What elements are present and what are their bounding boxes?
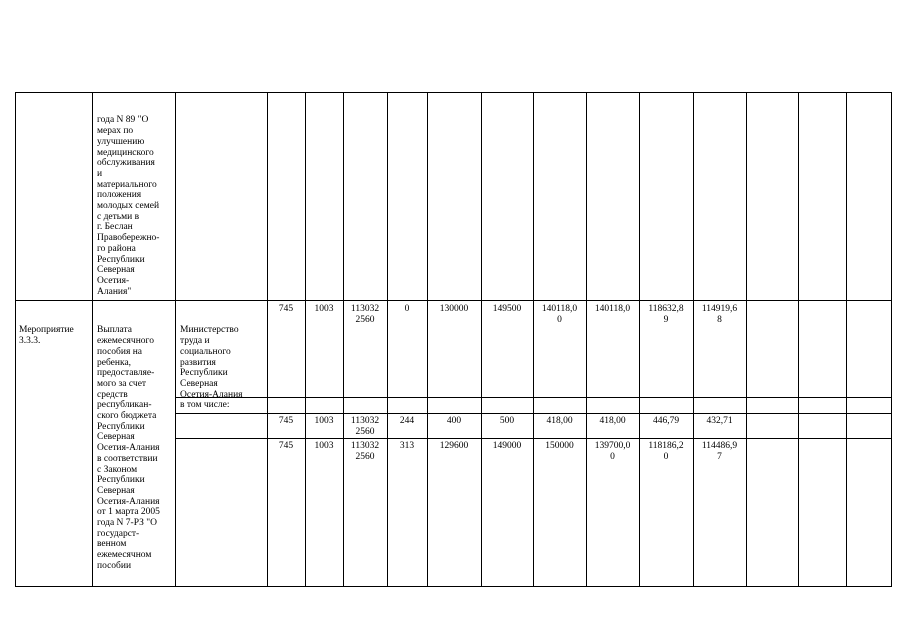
sub2-value-1: 129600	[439, 441, 469, 451]
row2-executor: Министерство труда и социального развития Республики Северная Осетия-Алания	[180, 325, 243, 400]
sub1-value-5: 446,79	[652, 416, 680, 426]
sub1-csr: 113032 2560	[350, 416, 380, 437]
sub2-grbs: 745	[278, 441, 294, 451]
column-divider	[427, 92, 428, 587]
column-divider	[846, 92, 847, 587]
column-divider	[92, 92, 93, 587]
row2-description: Выплата ежемесячного пособия на ребенка, предоставляе- мого за счет средств республикан- ского бюджета Республики Северная Осетия-Алания в соответствии с Законом Республики Северная Осетия-Алания от 1 марта 2005 года N 7-РЗ "О государст- венном ежемесячном пособии	[97, 325, 160, 571]
column-divider	[387, 92, 388, 587]
column-divider	[639, 92, 640, 587]
sub2-value-4: 139700,0 0	[594, 441, 631, 462]
sub1-value-6: 432,71	[706, 416, 733, 426]
column-divider	[746, 92, 747, 587]
sub2-value-6: 114486,9 7	[701, 441, 738, 462]
sub2-value-5: 118186,2 0	[648, 441, 684, 462]
column-divider	[175, 92, 176, 587]
main-csr: 113032 2560	[350, 304, 380, 325]
column-divider	[798, 92, 799, 587]
main-value-6: 114919,6 8	[701, 304, 738, 325]
sub1-value-1: 400	[446, 416, 462, 426]
column-divider	[481, 92, 482, 587]
row1-description: года N 89 "О мерах по улучшению медицинского обслуживания и материального положения молодых семей с детьми в г. Беслан Правобережно- го района Республики Северная Осетия- Алания"	[97, 115, 160, 297]
main-value-2: 149500	[492, 304, 522, 314]
sub2-value-2: 149000	[492, 441, 522, 451]
column-divider	[267, 92, 268, 587]
column-divider	[343, 92, 344, 587]
row2-code: Мероприятие 3.3.3.	[19, 325, 74, 347]
main-vr: 0	[404, 304, 410, 314]
column-divider	[305, 92, 306, 587]
column-divider	[693, 92, 694, 587]
sub1-grbs: 745	[278, 416, 294, 426]
sub2-csr: 113032 2560	[350, 441, 380, 462]
table-top-border	[15, 92, 892, 93]
sub2-vr: 313	[399, 441, 415, 451]
main-value-3: 140118,0 0	[541, 304, 578, 325]
column-divider	[15, 92, 16, 587]
main-rzpr: 1003	[314, 304, 334, 314]
column-divider	[891, 92, 892, 587]
sub1-rzpr: 1003	[314, 416, 334, 426]
main-grbs: 745	[278, 304, 294, 314]
main-value-1: 130000	[439, 304, 469, 314]
sub1-value-2: 500	[499, 416, 515, 426]
including-label: в том числе:	[180, 400, 230, 410]
sub2-rzpr: 1003	[314, 441, 334, 451]
sub1-value-4: 418,00	[599, 416, 626, 426]
table-bottom-border	[15, 586, 892, 587]
sub1-vr: 244	[399, 416, 415, 426]
column-divider	[533, 92, 534, 587]
sub2-value-3: 150000	[545, 441, 574, 451]
main-value-4: 140118,0	[594, 304, 631, 314]
sub1-value-3: 418,00	[546, 416, 573, 426]
main-value-5: 118632,8 9	[648, 304, 684, 325]
column-divider	[586, 92, 587, 587]
